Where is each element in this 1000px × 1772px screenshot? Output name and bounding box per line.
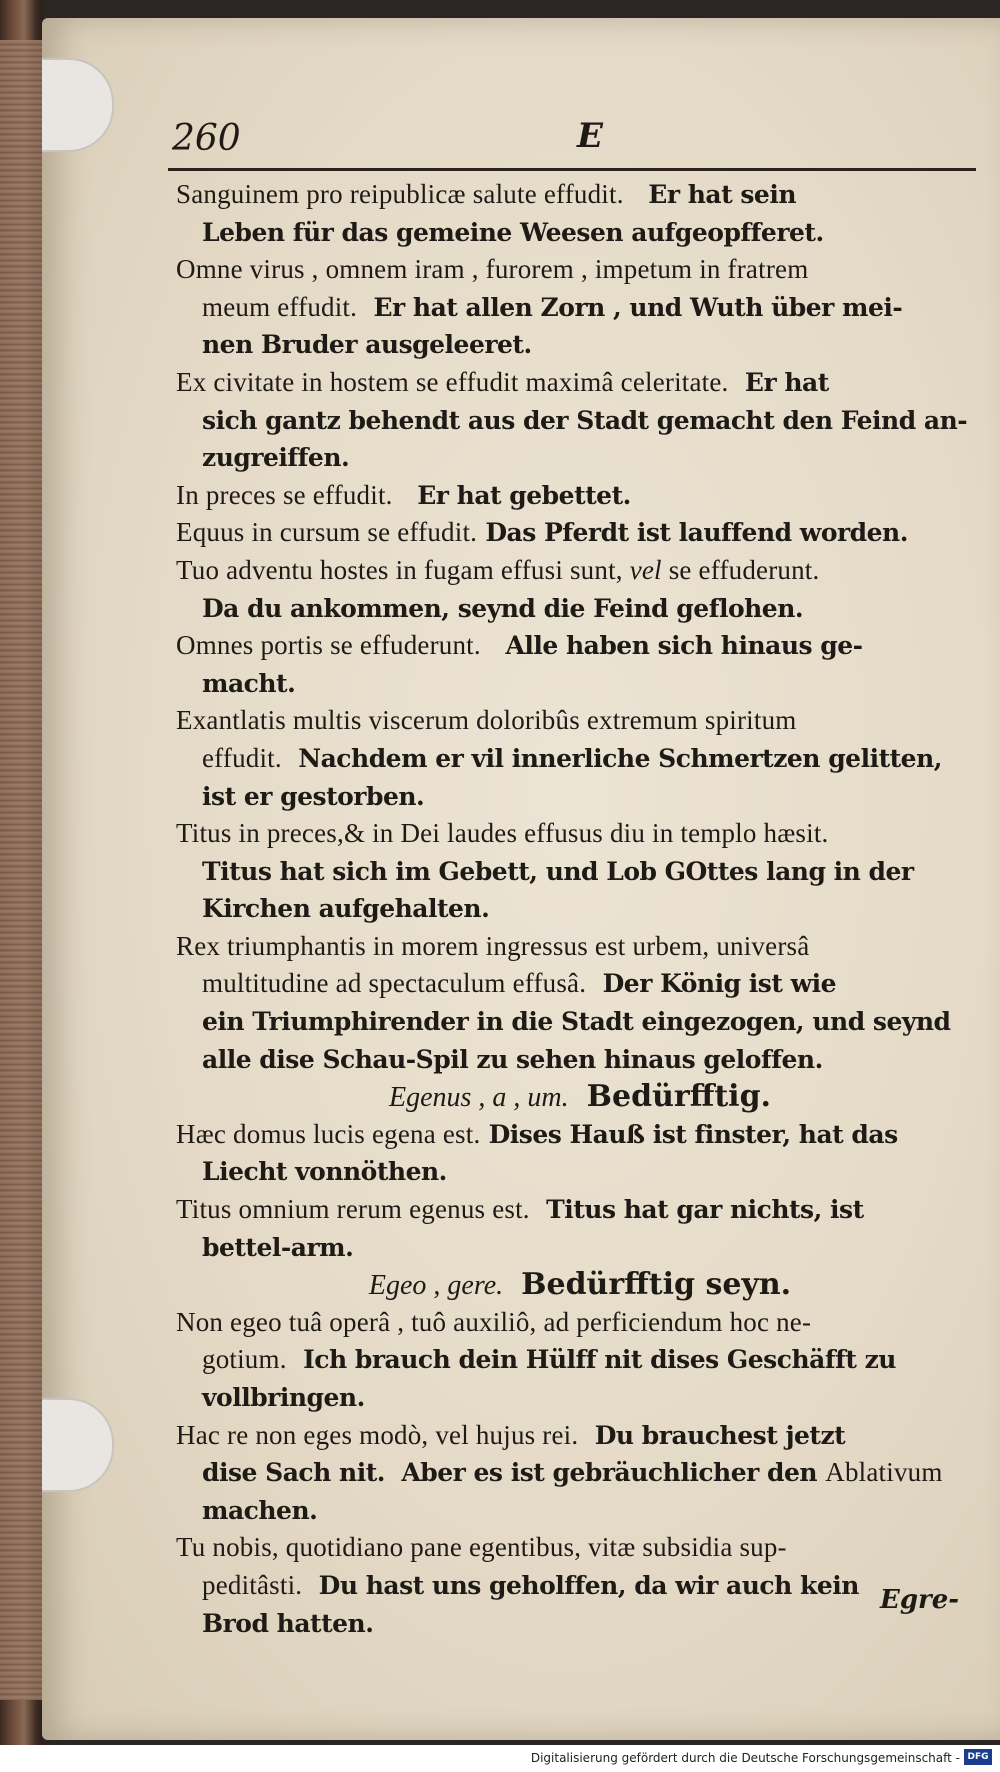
lemma-latin: Egeo , gere.: [368, 1270, 504, 1302]
lemma-heading: [176, 1078, 984, 1116]
latin-text: Hac re non eges modò, vel hujus rei.: [176, 1419, 579, 1450]
latin-text: Sanguinem pro reipublicæ salute effudit.: [176, 179, 624, 209]
text-line: [176, 214, 984, 252]
german-text: vollbringen.: [202, 1383, 365, 1412]
text-line: [176, 778, 984, 816]
german-text: alle dise Schau-Spil zu sehen hinaus geloffen.: [202, 1044, 823, 1074]
latin-text: In preces se effudit.: [176, 479, 393, 510]
german-text: Kirchen aufgehalten.: [202, 894, 490, 924]
digitization-footer: [0, 1745, 1000, 1772]
text-line: [176, 590, 984, 628]
text-line: [176, 1304, 984, 1342]
latin-text: Equus in cursum se effudit.: [176, 517, 478, 548]
page-clip-top: [42, 58, 114, 152]
german-text: Titus hat sich im Gebett, und Lob GOttes lang in der: [202, 856, 914, 886]
text-line: [176, 1605, 984, 1643]
text-line: [176, 815, 984, 853]
text-line: [176, 740, 984, 778]
german-text: Er hat allen Zorn , und Wuth über mei-: [357, 292, 903, 322]
text-line: [176, 665, 984, 703]
text-line: [176, 1003, 984, 1041]
text-line: [176, 552, 984, 590]
text-line: [176, 176, 984, 214]
german-text: macht.: [202, 668, 296, 698]
text-line: [176, 1153, 984, 1191]
text-line: [176, 1191, 984, 1229]
german-text: nen Bruder ausgeleeret.: [202, 330, 532, 360]
german-text: Nachdem er vil innerliche Schmertzen gelitten,: [281, 743, 942, 773]
german-text: Alle haben sich hinaus ge-: [480, 631, 863, 661]
latin-text: multitudine ad spectaculum effusâ.: [202, 968, 587, 999]
latin-text: Omne virus , omnem iram , furorem , impetum in fratrem: [176, 254, 809, 285]
latin-text: Tuo adventu hostes in fugam effusi sunt,: [176, 554, 630, 585]
text-line: [176, 289, 984, 327]
latin-text: Titus omnium rerum egenus est.: [176, 1194, 530, 1225]
latin-text: Tu nobis, quotidiano pane egentibus, vitæ subsidia sup-: [176, 1532, 787, 1563]
german-text: Er hat gebettet.: [392, 480, 631, 510]
text-line: [176, 251, 984, 289]
german-text: dise Sach nit. Aber es ist gebräuchlicher den: [202, 1458, 826, 1488]
german-text: bettel-arm.: [202, 1232, 354, 1262]
german-text: Er hat: [728, 367, 829, 397]
book-binding-edge: [0, 40, 42, 1700]
text-line: [176, 514, 984, 552]
lemma-heading: [176, 1266, 984, 1304]
text-line: [176, 1567, 984, 1605]
latin-text: Omnes portis se effuderunt.: [176, 630, 481, 661]
german-text: Du hast uns geholffen, da wir auch kein: [302, 1570, 859, 1600]
latin-text: Hæc domus lucis egena est.: [176, 1118, 481, 1149]
page-clip-bottom: [42, 1398, 114, 1492]
latin-text: peditâsti.: [202, 1569, 303, 1600]
text-line: [176, 477, 984, 515]
german-text: Titus hat gar nichts, ist: [529, 1195, 864, 1225]
text-line: [176, 326, 984, 364]
german-text: Er hat sein: [623, 180, 796, 209]
catchword: Egre-: [880, 1585, 960, 1615]
text-line: [176, 402, 984, 440]
text-line: [176, 627, 984, 665]
text-line: [176, 928, 984, 966]
latin-text: effudit.: [202, 742, 282, 773]
text-line: [176, 1116, 984, 1154]
text-line: [176, 364, 984, 402]
german-text: ein Triumphirender in die Stadt eingezogen, und seynd: [202, 1007, 951, 1037]
page-number: 260: [172, 118, 241, 159]
latin-text: Rex triumphantis in morem ingressus est urbem, universâ: [176, 930, 810, 961]
latin-text: Ex civitate in hostem se effudit maximâ celeritate.: [176, 366, 729, 397]
header-rule: [168, 168, 976, 171]
latin-text: Titus in preces,& in Dei laudes effusus diu in templo hæsit.: [176, 818, 829, 849]
lemma-german: Bedürfftig.: [586, 1079, 771, 1115]
text-line: [176, 1454, 984, 1492]
german-text: ist er gestorben.: [202, 781, 425, 811]
text-line: [176, 965, 984, 1003]
german-text: machen.: [202, 1495, 318, 1525]
latin-text: Non egeo tuâ operâ , tuô auxiliô, ad perficiendum hoc ne-: [176, 1306, 812, 1337]
dictionary-text: [176, 176, 984, 1642]
german-text: sich gantz behendt aus der Stadt gemacht den Feind an-: [202, 405, 968, 435]
text-line: [176, 853, 984, 891]
funding-credit: Digitalisierung gefördert durch die Deutsche Forschungsgemeinschaft -: [530, 1751, 960, 1765]
text-line: [176, 1529, 984, 1567]
latin-text: vel: [629, 554, 662, 585]
text-line: [176, 1417, 984, 1455]
text-line: [176, 1492, 984, 1530]
lemma-german: Bedürfftig seyn.: [521, 1267, 792, 1303]
german-text: Das Pferdt ist lauffend worden.: [477, 518, 908, 548]
latin-text: Ablativum: [825, 1457, 943, 1488]
german-text: Leben für das gemeine Weesen aufgeopfferet.: [202, 217, 824, 247]
text-line: [176, 1229, 984, 1267]
text-line: [176, 1379, 984, 1417]
text-line: [176, 439, 984, 477]
page-header: [172, 118, 972, 158]
latin-text: se effuderunt.: [661, 554, 820, 585]
german-text: Liecht vonnöthen.: [202, 1157, 447, 1187]
text-line: [176, 702, 984, 740]
german-text: Der König ist wie: [586, 969, 837, 999]
german-text: Dises Hauß ist finster, hat das: [480, 1119, 898, 1149]
german-text: Du brauchest jetzt: [578, 1420, 846, 1450]
latin-text: Exantlatis multis viscerum doloribûs extremum spiritum: [176, 705, 797, 736]
latin-text: gotium.: [202, 1344, 287, 1375]
dfg-logo: DFG: [964, 1749, 992, 1765]
lemma-latin: Egenus , a , um.: [389, 1082, 569, 1114]
text-line: [176, 890, 984, 928]
german-text: zugreiffen.: [202, 443, 350, 473]
german-text: Brod hatten.: [202, 1608, 374, 1638]
text-line: [176, 1341, 984, 1379]
german-text: Da du ankommen, seynd die Feind geflohen.: [202, 593, 804, 623]
german-text: Ich brauch dein Hülff nit dises Geschäfft zu: [286, 1345, 896, 1375]
text-line: [176, 1041, 984, 1079]
running-head: E: [577, 116, 603, 156]
latin-text: meum effudit.: [202, 291, 358, 322]
